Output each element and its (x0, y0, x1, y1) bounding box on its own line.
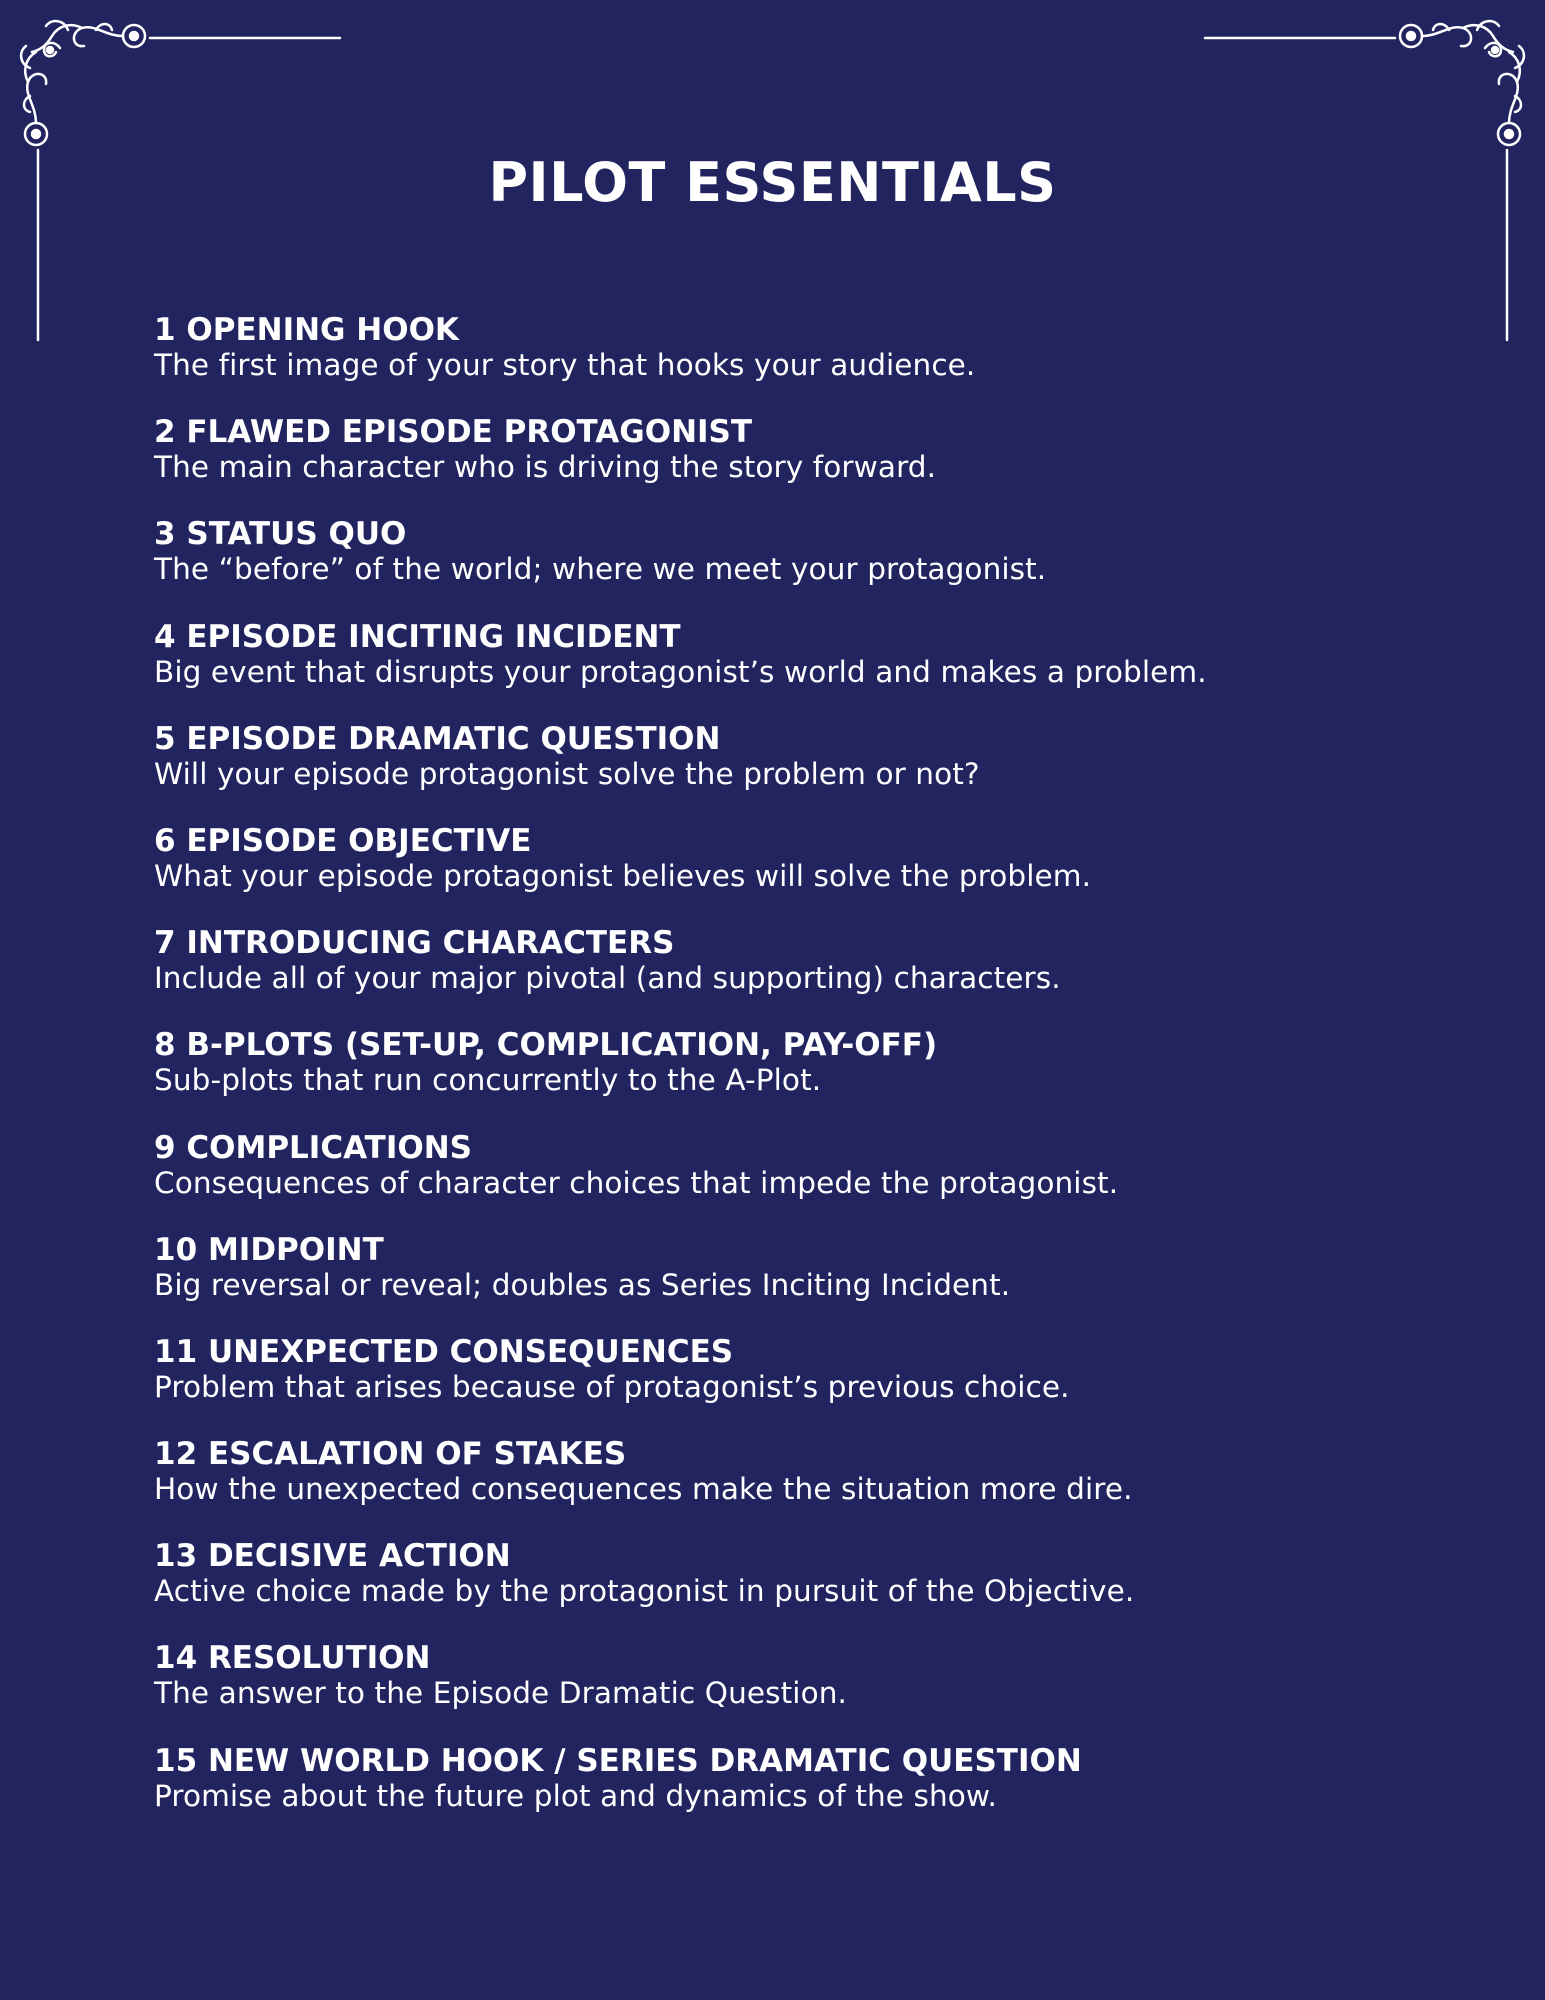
item-description: The first image of your story that hooks your audience. (154, 348, 976, 382)
item-heading-text: NEW WORLD HOOK / SERIES DRAMATIC QUESTION (207, 1742, 1082, 1779)
list-item (154, 619, 1454, 721)
item-heading-text: STATUS QUO (186, 516, 407, 553)
item-heading-text: INTRODUCING CHARACTERS (186, 925, 675, 962)
page-title: PILOT ESSENTIALS (488, 151, 1057, 214)
item-heading-text: EPISODE OBJECTIVE (186, 822, 532, 859)
list-item (154, 1538, 1454, 1640)
item-description: Promise about the future plot and dynamics of the show. (154, 1778, 997, 1813)
essentials-list (154, 312, 1454, 1845)
item-heading (154, 721, 1454, 757)
item-description: Sub-plots that run concurrently to the A-Plot. (154, 1063, 822, 1098)
item-heading-text: DECISIVE ACTION (207, 1538, 511, 1575)
list-item (154, 516, 1454, 618)
list-item (154, 823, 1454, 925)
item-heading-text: FLAWED EPISODE PROTAGONIST (186, 414, 753, 451)
list-item (154, 1130, 1454, 1232)
item-number: 2 (154, 414, 176, 451)
item-heading (154, 1640, 1454, 1676)
list-item (154, 1743, 1454, 1845)
item-heading (154, 1538, 1454, 1574)
item-description: Big event that disrupts your protagonist’s world and makes a problem. (154, 654, 1207, 689)
item-heading (154, 312, 1454, 348)
item-heading (154, 619, 1454, 655)
item-description: Big reversal or reveal; doubles as Series Inciting Incident. (154, 1267, 1011, 1302)
item-heading-text: B-PLOTS (SET-UP, COMPLICATION, PAY-OFF) (186, 1027, 938, 1064)
item-heading (154, 1436, 1454, 1472)
item-number: 10 (154, 1231, 198, 1268)
item-number: 12 (154, 1436, 198, 1473)
item-number: 4 (154, 618, 176, 655)
list-item (154, 1232, 1454, 1334)
item-description: The answer to the Episode Dramatic Question. (154, 1676, 847, 1711)
list-item (154, 312, 1454, 414)
item-heading (154, 1027, 1454, 1063)
item-number: 15 (154, 1742, 198, 1779)
item-heading (154, 516, 1454, 552)
item-description: Consequences of character choices that impede the protagonist. (154, 1165, 1119, 1200)
item-number: 11 (154, 1333, 198, 1370)
item-description: Problem that arises because of protagonist’s previous choice. (154, 1369, 1070, 1404)
item-heading-text: RESOLUTION (207, 1640, 431, 1677)
list-item (154, 1436, 1454, 1538)
item-number: 13 (154, 1538, 198, 1575)
item-heading-text: COMPLICATIONS (186, 1129, 472, 1166)
item-heading (154, 1334, 1454, 1370)
list-item (154, 721, 1454, 823)
item-description: The main character who is driving the story forward. (154, 450, 937, 485)
list-item (154, 925, 1454, 1027)
item-number: 3 (154, 516, 176, 553)
item-description: How the unexpected consequences make the situation more dire. (154, 1472, 1133, 1507)
item-number: 5 (154, 720, 176, 757)
item-number: 1 (154, 312, 176, 348)
item-heading-text: OPENING HOOK (186, 312, 459, 348)
item-description: What your episode protagonist believes will solve the problem. (154, 858, 1092, 893)
item-number: 7 (154, 925, 176, 962)
item-heading (154, 1743, 1454, 1779)
item-heading-text: EPISODE DRAMATIC QUESTION (186, 720, 721, 757)
item-description: The “before” of the world; where we meet your protagonist. (154, 552, 1047, 587)
item-heading (154, 925, 1454, 961)
item-number: 6 (154, 822, 176, 859)
item-heading (154, 823, 1454, 859)
item-heading (154, 1232, 1454, 1268)
item-number: 14 (154, 1640, 198, 1677)
list-item (154, 1334, 1454, 1436)
list-item (154, 1027, 1454, 1129)
item-number: 9 (154, 1129, 176, 1166)
item-heading-text: ESCALATION OF STAKES (207, 1436, 627, 1473)
item-heading-text: MIDPOINT (207, 1231, 384, 1268)
item-heading-text: UNEXPECTED CONSEQUENCES (207, 1333, 734, 1370)
list-item (154, 414, 1454, 516)
item-description: Active choice made by the protagonist in pursuit of the Objective. (154, 1574, 1135, 1609)
item-heading (154, 414, 1454, 450)
list-item (154, 1640, 1454, 1742)
item-heading-text: EPISODE INCITING INCIDENT (186, 618, 681, 655)
item-description: Include all of your major pivotal (and supporting) characters. (154, 961, 1061, 996)
item-number: 8 (154, 1027, 176, 1064)
item-heading (154, 1130, 1454, 1166)
item-description: Will your episode protagonist solve the problem or not? (154, 756, 980, 791)
